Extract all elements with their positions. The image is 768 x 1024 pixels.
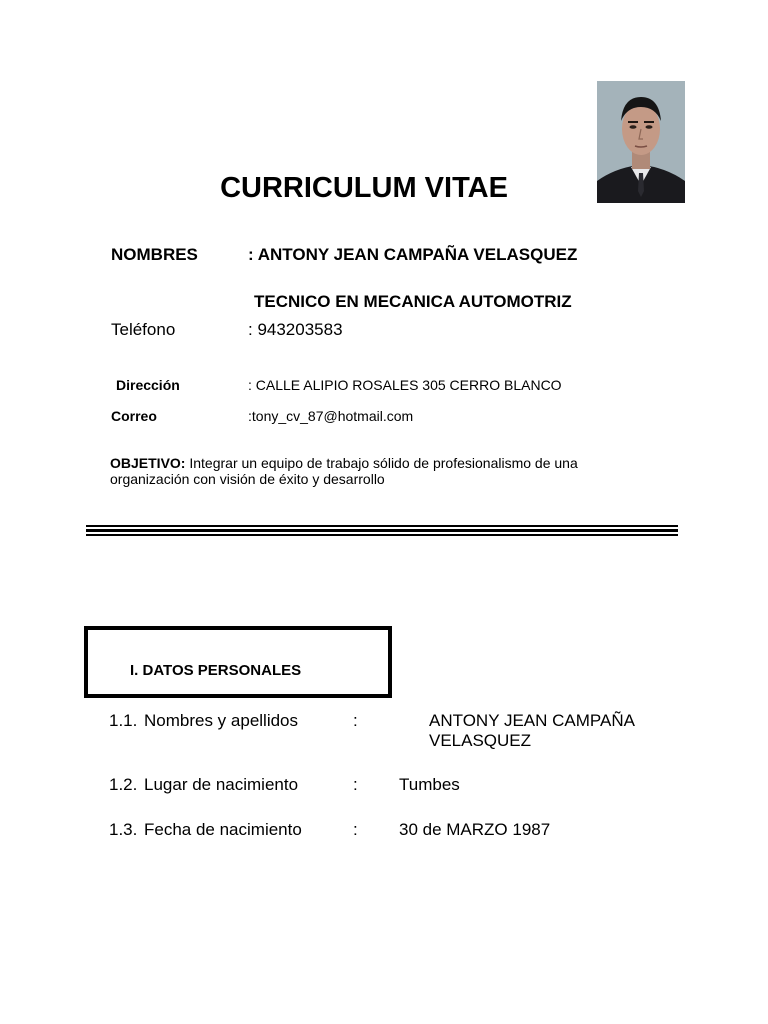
item-value: Tumbes (399, 775, 460, 794)
section-heading: I. DATOS PERSONALES (130, 662, 302, 679)
phone-value: : 943203583 (248, 320, 343, 339)
divider-line (86, 529, 678, 532)
profession: TECNICO EN MECANICA AUTOMOTRIZ (254, 292, 572, 311)
email-value: :tony_cv_87@hotmail.com (248, 408, 414, 424)
objective-text: Integrar un equipo de trabajo sólido de profesionalismo de una organización con visión de éxito y desarrollo (110, 455, 578, 487)
email-label: Correo (111, 408, 157, 424)
item-separator: : (353, 711, 358, 730)
item-value: ANTONY JEAN CAMPAÑA (429, 711, 635, 730)
item-value: 30 de MARZO 1987 (399, 820, 551, 839)
item-value: VELASQUEZ (429, 731, 532, 750)
address-value: : CALLE ALIPIO ROSALES 305 CERRO BLANCO (248, 377, 562, 393)
divider-line (86, 525, 678, 527)
objective-label: OBJETIVO: (110, 455, 186, 471)
objective (110, 455, 650, 487)
names-label: NOMBRES (111, 245, 198, 264)
item-label: Nombres y apellidos (144, 711, 299, 730)
page-title: CURRICULUM VITAE (220, 172, 508, 204)
item-separator: : (353, 820, 358, 839)
item-number: 1.2. (109, 775, 138, 794)
names-value: : ANTONY JEAN CAMPAÑA VELASQUEZ (248, 245, 578, 264)
divider-line (86, 534, 678, 536)
phone-label: Teléfono (111, 320, 176, 339)
item-label: Lugar de nacimiento (144, 775, 299, 794)
item-separator: : (353, 775, 358, 794)
item-number: 1.3. (109, 820, 138, 839)
item-label: Fecha de nacimiento (144, 820, 302, 839)
item-number: 1.1. (109, 711, 138, 730)
address-label: Dirección (116, 377, 180, 393)
